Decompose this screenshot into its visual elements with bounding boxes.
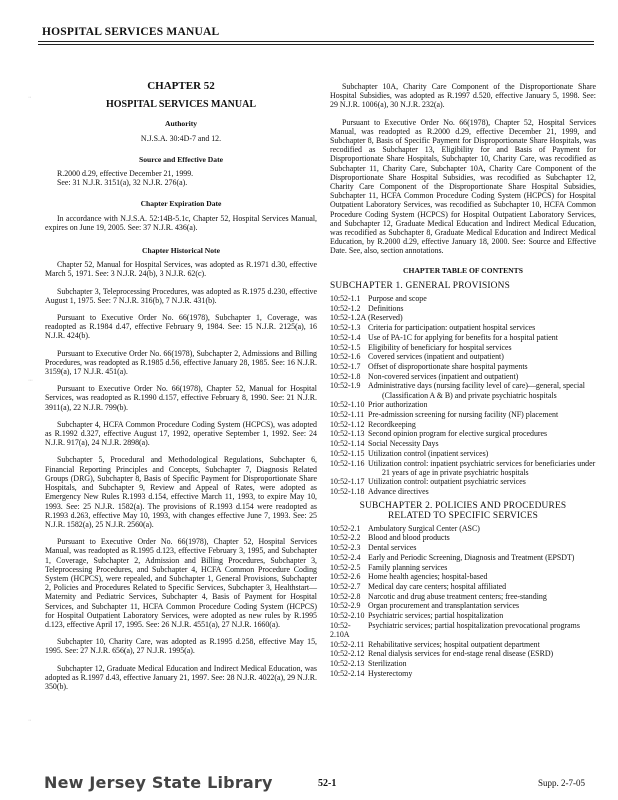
toc-section-title: Use of PA-1C for applying for benefits for a hospital patient: [368, 332, 558, 342]
toc-section-title: Covered services (inpatient and outpatient): [368, 352, 504, 362]
toc-entry: [330, 449, 596, 458]
toc-entry: [330, 477, 596, 486]
subchapter-2-title-line-1: SUBCHAPTER 2. POLICIES AND PROCEDURES: [359, 501, 567, 512]
source-heading: Source and Effective Date: [138, 154, 223, 164]
history-paragraph: Pursuant to Executive Order No. 66(1978), Chapter 52, Hospital Services Manual, was readopted as R.1995 d.123, effective February 3, 1995, and Subchapter 1, Coverage, Subchapter 2, Admission and Billing Procedures, Subchapter 3, Teleprocessing Procedures, and Subchapter 4, HCFA Common Procedure Coding System (HCPCS), were repealed, and Subchapter 1, General Provisions, Subchapter 2, Policies and Procedures Related to Specific Services, Subchapter 3, Healthstart—Maternity and Pediatric Services, Subchapter 4, Basis of Payment for Hospital Services, and Subchapter 11, HCFA Common Procedure Coding System (HCPCS) for Hospital Outpatient Laboratory Services, were adopted as new rules by R.1995 d.123, effective April 17, 1995. See: 26 N.J.R. 4551(a), 27 N.J.R. 1660(a).: [45, 537, 317, 629]
toc-section-number: 10:52-2.5: [330, 562, 361, 572]
toc-section-number: 10:52-1.2A: [330, 313, 367, 323]
toc-entry: [330, 659, 596, 668]
page-number: 52-1: [318, 778, 337, 789]
toc-heading: CHAPTER TABLE OF CONTENTS: [403, 265, 523, 275]
left-column: [45, 82, 317, 699]
toc-section-title: Recordkeeping: [368, 419, 416, 429]
toc-section-title: Rehabilitative services; hospital outpatient department: [368, 639, 540, 649]
history-paragraph: Pursuant to Executive Order No. 66(1978), Chapter 52, Manual for Hospital Services, was readopted as R.1990 d.157, effective February 8, 1990. See: 21 N.J.R. 3911(a), 22 N.J.R. 799(b).: [45, 384, 317, 412]
toc-entry: [330, 582, 596, 591]
subchapter-1-list: [330, 294, 596, 496]
toc-section-number: 10:52-2.10A: [330, 620, 351, 639]
toc-section-title: Psychiatric services; partial hospitalization prevocational programs: [368, 620, 580, 630]
toc-section-title: Family planning services: [368, 562, 448, 572]
toc-section-title: Non-covered services (inpatient and outpatient): [368, 371, 519, 381]
toc-section-number: 10:52-1.15: [330, 448, 365, 458]
toc-section-title: Utilization control: outpatient psychiatric services: [368, 477, 526, 487]
running-head: HOSPITAL SERVICES MANUAL: [42, 26, 220, 38]
toc-section-number: 10:52-1.9: [330, 381, 361, 391]
toc-entry: [330, 420, 596, 429]
toc-entry: [330, 313, 596, 322]
toc-section-number: 10:52-1.4: [330, 332, 361, 342]
toc-section-title: Social Necessity Days: [368, 439, 439, 449]
toc-entry: [330, 669, 596, 678]
toc-section-number: 10:52-1.11: [330, 410, 365, 419]
toc-entry: [330, 439, 596, 448]
history-paragraph: Pursuant to Executive Order No. 66(1978), Subchapter 2, Admissions and Billing Procedures, was readopted as R.1985 d.56, effective January 28, 1985. See: 16 N.J.R. 3159(a), 17 N.J.R. 451(a).: [45, 348, 317, 377]
toc-section-number: 10:52-2.1: [330, 523, 361, 533]
toc-section-title: Eligibility of beneficiary for hospital services: [368, 342, 512, 352]
toc-section-title: Utilization control: inpatient psychiatric services for beneficiaries under 21 years of age in private psychiatric hospitals: [368, 458, 596, 477]
history-paragraph: Subchapter 10, Charity Care, was adopted as R.1995 d.258, effective May 15, 1995. See: 27 N.J.R. 656(a), 27 N.J.R. 1995(a).: [45, 637, 317, 656]
toc-section-number: 10:52-1.1: [330, 294, 361, 304]
toc-section-number: 10:52-1.18: [330, 487, 365, 497]
toc-section-number: 10:52-1.7: [330, 361, 361, 371]
source-line-1: R.2000 d.29, effective December 21, 1999.: [57, 169, 194, 179]
toc-entry: [330, 400, 596, 409]
toc-section-number: 10:52-1.6: [330, 352, 361, 362]
history-paragraph: Pursuant to Executive Order No. 66(1978), Chapter 52, Hospital Services Manual, was readopted as R.2000 d.29, effective December 21, 1999, and Subchapter 8, Basis of Specific Payment for Disproportionate Share Hospitals, was recodified as Subchapter 13, Eligibility for and Basis of Payment for Disproportionate Share Hospitals, Subchapter 10, Charity Care, was recodified as Subchapter 11, Charity Care, Subchapter 10A, Charity Care Component of the Disproportionate Share Hospital Subsidies, was recodified as Subchapter 12, Charity Care Component of the Disproportionate Share Hospital Subsidies, Subchapter 11, HCFA Common Procedure Coding System (HCPCS) for Hospital Outpatient Laboratory Services, was recodified as Subchapter 10, HCFA Common Procedure Coding System (HCPCS) for Hospital Outpatient Laboratory Services, and Subchapter 12, Graduate Medical Education and Indirect Medical Education, was recodified as Subchapter 8, Graduate Medical Education and Indirect Medical Education, by R.2000 d.29, effective January 18, 2000. See: Source and Effective Date. See, also, section annotations.: [330, 117, 596, 256]
header-rule-thin: [38, 44, 594, 45]
toc-section-number: 10:52-1.17: [330, 477, 365, 487]
toc-entry: [330, 333, 596, 342]
toc-section-number: 10:52-1.3: [330, 323, 361, 333]
chapter-number: CHAPTER 52: [147, 80, 215, 92]
toc-section-number: 10:52-2.3: [330, 543, 361, 553]
toc-entry: [330, 524, 596, 533]
scan-mark: · · ·: [28, 378, 32, 384]
toc-entry: [330, 572, 596, 581]
toc-entry: [330, 410, 596, 419]
toc-entry: [330, 621, 596, 639]
subchapter-2-title: [330, 502, 596, 520]
history-heading: Chapter Historical Note: [142, 246, 220, 256]
toc-section-number: 10:52-2.11: [330, 639, 365, 649]
history-paragraph: Subchapter 10A, Charity Care Component of the Disproportionate Share Hospital Subsidies, was adopted as R.1997 d.520, effective January 5, 1998. See: 29 N.J.R. 1006(a), 30 N.J.R. 232(a).: [330, 82, 596, 110]
toc-section-title: Sterilization: [368, 659, 407, 669]
toc-entry: [330, 459, 596, 477]
toc-section-number: 10:52-1.10: [330, 400, 365, 410]
history-paragraph: Pursuant to Executive Order No. 66(1978), Subchapter 1, Coverage, was readopted as R.1984 d.47, effective February 9, 1984. See: 15 N.J.R. 2125(a), 16 N.J.R. 424(b).: [45, 313, 317, 341]
toc-section-title: Pre-admission screening for nursing facility (NF) placement: [368, 410, 559, 419]
scan-mark: · ·: [28, 95, 31, 101]
toc-section-title: Utilization control (inpatient services): [368, 448, 489, 458]
subchapter-2-list: [330, 524, 596, 678]
subchapter-2-title-line-2: RELATED TO SPECIFIC SERVICES: [387, 510, 539, 521]
toc-entry: [330, 553, 596, 562]
history-paragraph: Subchapter 12, Graduate Medical Education and Indirect Medical Education, was adopted as R.1997 d.43, effective January 21, 1997. See: 28 N.J.R. 4022(a), 29 N.J.R. 350(b).: [45, 663, 317, 691]
toc-entry: [330, 323, 596, 332]
header-rule: [38, 41, 594, 42]
chapter-title: HOSPITAL SERVICES MANUAL: [105, 99, 257, 111]
toc-section-number: 10:52-1.16: [330, 458, 365, 468]
history-paragraph: Subchapter 4, HCFA Common Procedure Coding System (HCPCS), was adopted as R.1992 d.327, effective August 17, 1992, operative September 1, 1992. See: 24 N.J.R. 917(a), 24 N.J.R. 2898(a).: [45, 419, 317, 448]
toc-section-number: 10:52-1.12: [330, 419, 365, 429]
toc-section-number: 10:52-1.8: [330, 371, 361, 381]
toc-section-title: Prior authorization: [368, 400, 428, 410]
toc-section-title: Medical day care centers; hospital affiliated: [368, 581, 507, 591]
toc-entry: [330, 362, 596, 371]
toc-section-number: 10:52-1.2: [330, 303, 361, 313]
toc-section-title: Hysterectomy: [368, 668, 413, 678]
toc-entry: [330, 611, 596, 620]
subchapter-1-title: SUBCHAPTER 1. GENERAL PROVISIONS: [330, 280, 511, 291]
right-column: [330, 82, 596, 678]
history-paragraph: Chapter 52, Manual for Hospital Services, was adopted as R.1971 d.30, effective March 5, 1971. See: 3 N.J.R. 24(b), 3 N.J.R. 62(c).: [45, 260, 317, 279]
toc-section-number: 10:52-2.4: [330, 552, 361, 562]
toc-section-number: 10:52-1.5: [330, 342, 361, 352]
toc-entry: [330, 592, 596, 601]
toc-section-title: Psychiatric services; partial hospitalization: [368, 611, 504, 621]
supplement-date: Supp. 2-7-05: [538, 778, 585, 788]
toc-entry: [330, 563, 596, 572]
toc-section-number: 10:52-1.13: [330, 429, 365, 439]
toc-section-title: Ambulatory Surgical Center (ASC): [368, 523, 480, 533]
toc-section-title: Criteria for participation: outpatient hospital services: [368, 323, 536, 333]
toc-section-title: Blood and blood products: [368, 533, 450, 543]
toc-section-title: Home health agencies; hospital-based: [368, 572, 488, 582]
toc-section-title: Dental services: [368, 543, 417, 553]
toc-section-number: 10:52-1.14: [330, 439, 365, 449]
scan-mark: · ·: [28, 718, 31, 724]
toc-entry: [330, 372, 596, 381]
toc-section-title: Early and Periodic Screening, Diagnosis and Treatment (EPSDT): [368, 552, 575, 562]
toc-section-title: Advance directives: [368, 487, 429, 497]
toc-section-number: 10:52-2.2: [330, 533, 361, 543]
toc-section-number: 10:52-2.7: [330, 581, 361, 591]
toc-entry: [330, 640, 596, 649]
toc-section-title: Definitions: [368, 303, 404, 313]
library-watermark: New Jersey State Library: [44, 773, 273, 792]
toc-section-title: Offset of disproportionate share hospital payments: [368, 361, 528, 371]
toc-section-number: 10:52-2.14: [330, 668, 365, 678]
expiration-heading: Chapter Expiration Date: [140, 199, 222, 209]
toc-entry: [330, 304, 596, 313]
authority-text: N.J.S.A. 30:4D-7 and 12.: [140, 133, 222, 143]
toc-section-title: Second opinion program for elective surgical procedures: [368, 429, 548, 439]
toc-entry: [330, 487, 596, 496]
expiration-text: In accordance with N.J.S.A. 52:14B-5.1c, Chapter 52, Hospital Services Manual, expires on June 19, 2005. See: 37 N.J.R. 436(a).: [45, 213, 317, 232]
toc-entry: [330, 601, 596, 610]
toc-section-number: 10:52-2.10: [330, 611, 365, 621]
source-line-2: See: 31 N.J.R. 3151(a), 32 N.J.R. 276(a).: [57, 178, 188, 188]
toc-entry: [330, 294, 596, 303]
authority-heading: Authority: [164, 119, 198, 129]
toc-section-number: 10:52-2.13: [330, 659, 365, 669]
toc-section-number: 10:52-2.6: [330, 572, 361, 582]
toc-entry: [330, 533, 596, 542]
toc-entry: [330, 352, 596, 361]
toc-section-title: (Reserved): [368, 313, 403, 323]
toc-entry: [330, 343, 596, 352]
toc-section-title: Renal dialysis services for end-stage renal disease (ESRD): [368, 649, 554, 659]
toc-section-number: 10:52-2.12: [330, 649, 365, 659]
toc-section-title: Organ procurement and transplantation services: [368, 601, 520, 611]
toc-section-number: 10:52-2.9: [330, 601, 361, 611]
toc-section-title: Purpose and scope: [368, 294, 427, 304]
toc-section-title: Narcotic and drug abuse treatment centers; free-standing: [368, 591, 547, 601]
toc-entry: [330, 381, 596, 399]
toc-entry: [330, 649, 596, 658]
toc-entry: [330, 543, 596, 552]
history-paragraph: Subchapter 5, Procedural and Methodological Regulations, Subchapter 6, Financial Reporting Principles and Concepts, Subchapter 7, Diagnosis Related Groups (DRG), Subchapter 8, Basis of Specific Payment for Disproportionate Share Hospitals, and Subchapter 9, Review and Appeal of Rates, were adopted as Emergency New Rules R.1993 d.154, effective March 11, 1993, to expire May 10, 1993. See: 25 N.J.R. 1582(a). The provisions of R.1993 d.154 were readopted as R.1993 d.263, effective May 10, 1993, with changes effective June 7, 1993. See: 25 N.J.R. 1582(a), 25 N.J.R. 2560(a).: [45, 455, 317, 529]
toc-section-title: Administrative days (nursing facility level of care)—general, special (Classification A & B) and private psychiatric hospitals: [368, 381, 585, 400]
toc-section-number: 10:52-2.8: [330, 591, 361, 601]
toc-entry: [330, 429, 596, 438]
history-paragraph: Subchapter 3, Teleprocessing Procedures, was adopted as R.1975 d.230, effective August 1, 1975. See: 7 N.J.R. 316(b), 7 N.J.R. 431(b).: [45, 286, 317, 305]
